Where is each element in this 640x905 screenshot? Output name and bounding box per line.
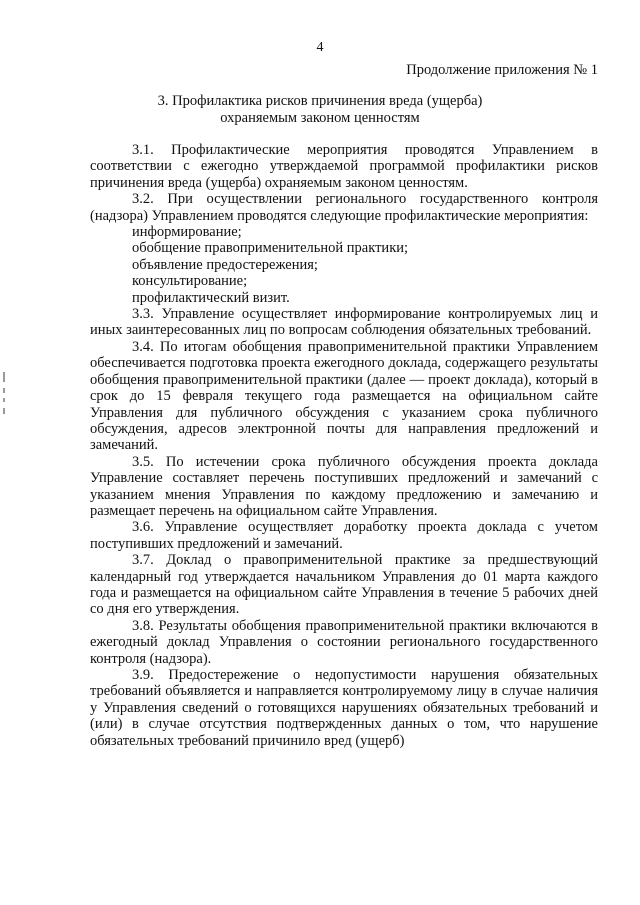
list-item: объявление предостережения; xyxy=(132,256,318,273)
paragraph-3-8: 3.8. Результаты обобщения правоприменительной практики включаются в ежегодный доклад Управления о состоянии регионального государственного контроля (надзора). xyxy=(90,617,598,667)
paragraph-3-7: 3.7. Доклад о правоприменительной практике за предшествующий календарный год утверждается начальником Управления до 01 марта каждого года и размещается на официальном сайте Управления в течение 5 рабочих дней со дня его утверждения. xyxy=(90,552,598,618)
page-number: 4 xyxy=(316,40,324,55)
prevention-measures-list xyxy=(90,224,598,306)
paragraph-3-3: 3.3. Управление осуществляет информирование контролируемых лиц и иных заинтересованных лиц по вопросам соблюдения обязательных требований. xyxy=(90,306,598,339)
list-item: обобщение правоприменительной практики; xyxy=(132,240,409,257)
paragraph-3-4: 3.4. По итогам обобщения правоприменительной практики Управлением обеспечивается подготовка проекта ежегодного доклада, содержащего результаты обобщения правоприменительной практики (далее — проект доклада), который в срок до 15 февраля текущего года размещается на официальном сайте Управления для публичного обсуждения с указанием срока публичного обсуждения, адресов электронной почты для направления предложений и замечаний. xyxy=(90,338,598,454)
paragraph-3-6: 3.6. Управление осуществляет доработку проекта доклада с учетом поступивших предложений и замечаний. xyxy=(90,519,598,552)
appendix-continuation-note: Продолжение приложения № 1 xyxy=(406,62,598,78)
scan-margin-mark xyxy=(3,398,5,402)
section-title xyxy=(0,93,640,126)
paragraph-3-5: 3.5. По истечении срока публичного обсуждения проекта доклада Управление составляет перечень поступивших предложений и замечаний с указанием мнения Управления по каждому предложению и замечанию и размещает перечень на официальном сайте Управления. xyxy=(90,453,598,519)
paragraph-3-9: 3.9. Предостережение о недопустимости нарушения обязательных требований объявляется и направляется контролируемому лицу в случае наличия у Управления сведений о готовящихся нарушениях обязательных требований и (или) в случае отсутствия подтвержденных данных о том, что нарушение обязательных требований причинило вред (ущерб) xyxy=(90,667,598,749)
list-item: профилактический визит. xyxy=(132,289,290,306)
list-item: консультирование; xyxy=(132,273,248,290)
section-title-line-2: охраняемым законом ценностям xyxy=(220,109,420,126)
paragraph-3-1: 3.1. Профилактические мероприятия проводятся Управлением в соответствии с ежегодно утверждаемой программой профилактики рисков причинения вреда (ущерба) охраняемым законом ценностям. xyxy=(90,142,598,191)
section-title-line-1: 3. Профилактика рисков причинения вреда (ущерба) xyxy=(157,93,483,109)
scan-margin-mark xyxy=(3,388,5,393)
scan-margin-mark xyxy=(3,372,5,382)
paragraph-3-2: 3.2. При осуществлении регионального государственного контроля (надзора) Управлением проводятся следующие профилактические мероприятия: xyxy=(90,191,598,224)
scan-margin-mark xyxy=(3,408,5,414)
list-item: информирование; xyxy=(132,224,242,241)
document-body xyxy=(90,142,598,749)
